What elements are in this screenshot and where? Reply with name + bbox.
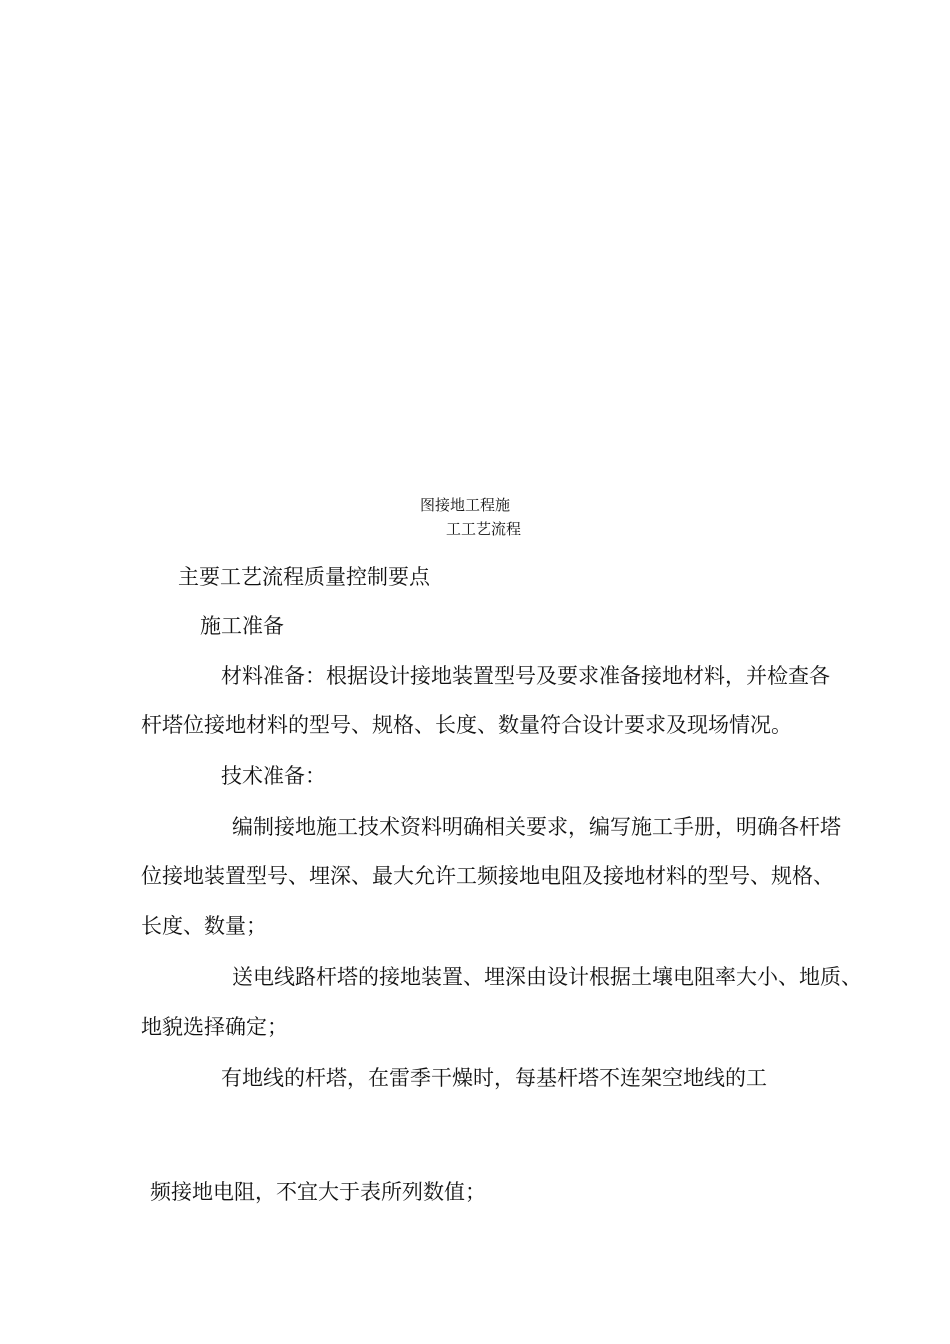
tech-prep-line-1: 编制接地施工技术资料明确相关要求，编写施工手册，明确各杆塔 — [232, 815, 841, 839]
material-prep-line-2: 杆塔位接地材料的型号、规格、长度、数量符合设计要求及现场情况。 — [141, 713, 792, 737]
grounding-line-2: 地貌选择确定； — [141, 1015, 288, 1039]
ground-wire-line-2: 频接地电阻，不宜大于表所列数值； — [150, 1180, 486, 1204]
tech-prep-heading: 技术准备： — [221, 764, 326, 788]
tech-prep-line-2: 位接地装置型号、埋深、最大允许工频接地电阻及接地材料的型号、规格、 — [141, 864, 834, 888]
material-prep-line-1: 材料准备：根据设计接地装置型号及要求准备接地材料，并检查各 — [221, 664, 830, 688]
figure-caption-line-2: 工工艺流程 — [446, 520, 522, 538]
tech-prep-line-3: 长度、数量； — [141, 914, 267, 938]
section-heading: 主要工艺流程质量控制要点 — [178, 565, 430, 589]
ground-wire-line-1: 有地线的杆塔，在雷季干燥时，每基杆塔不连架空地线的工 — [221, 1066, 767, 1090]
figure-caption-line-1: 图接地工程施 — [420, 496, 511, 514]
subsection-heading: 施工准备 — [200, 614, 284, 638]
grounding-line-1: 送电线路杆塔的接地装置、埋深由设计根据土壤电阻率大小、地质、 — [232, 965, 862, 989]
